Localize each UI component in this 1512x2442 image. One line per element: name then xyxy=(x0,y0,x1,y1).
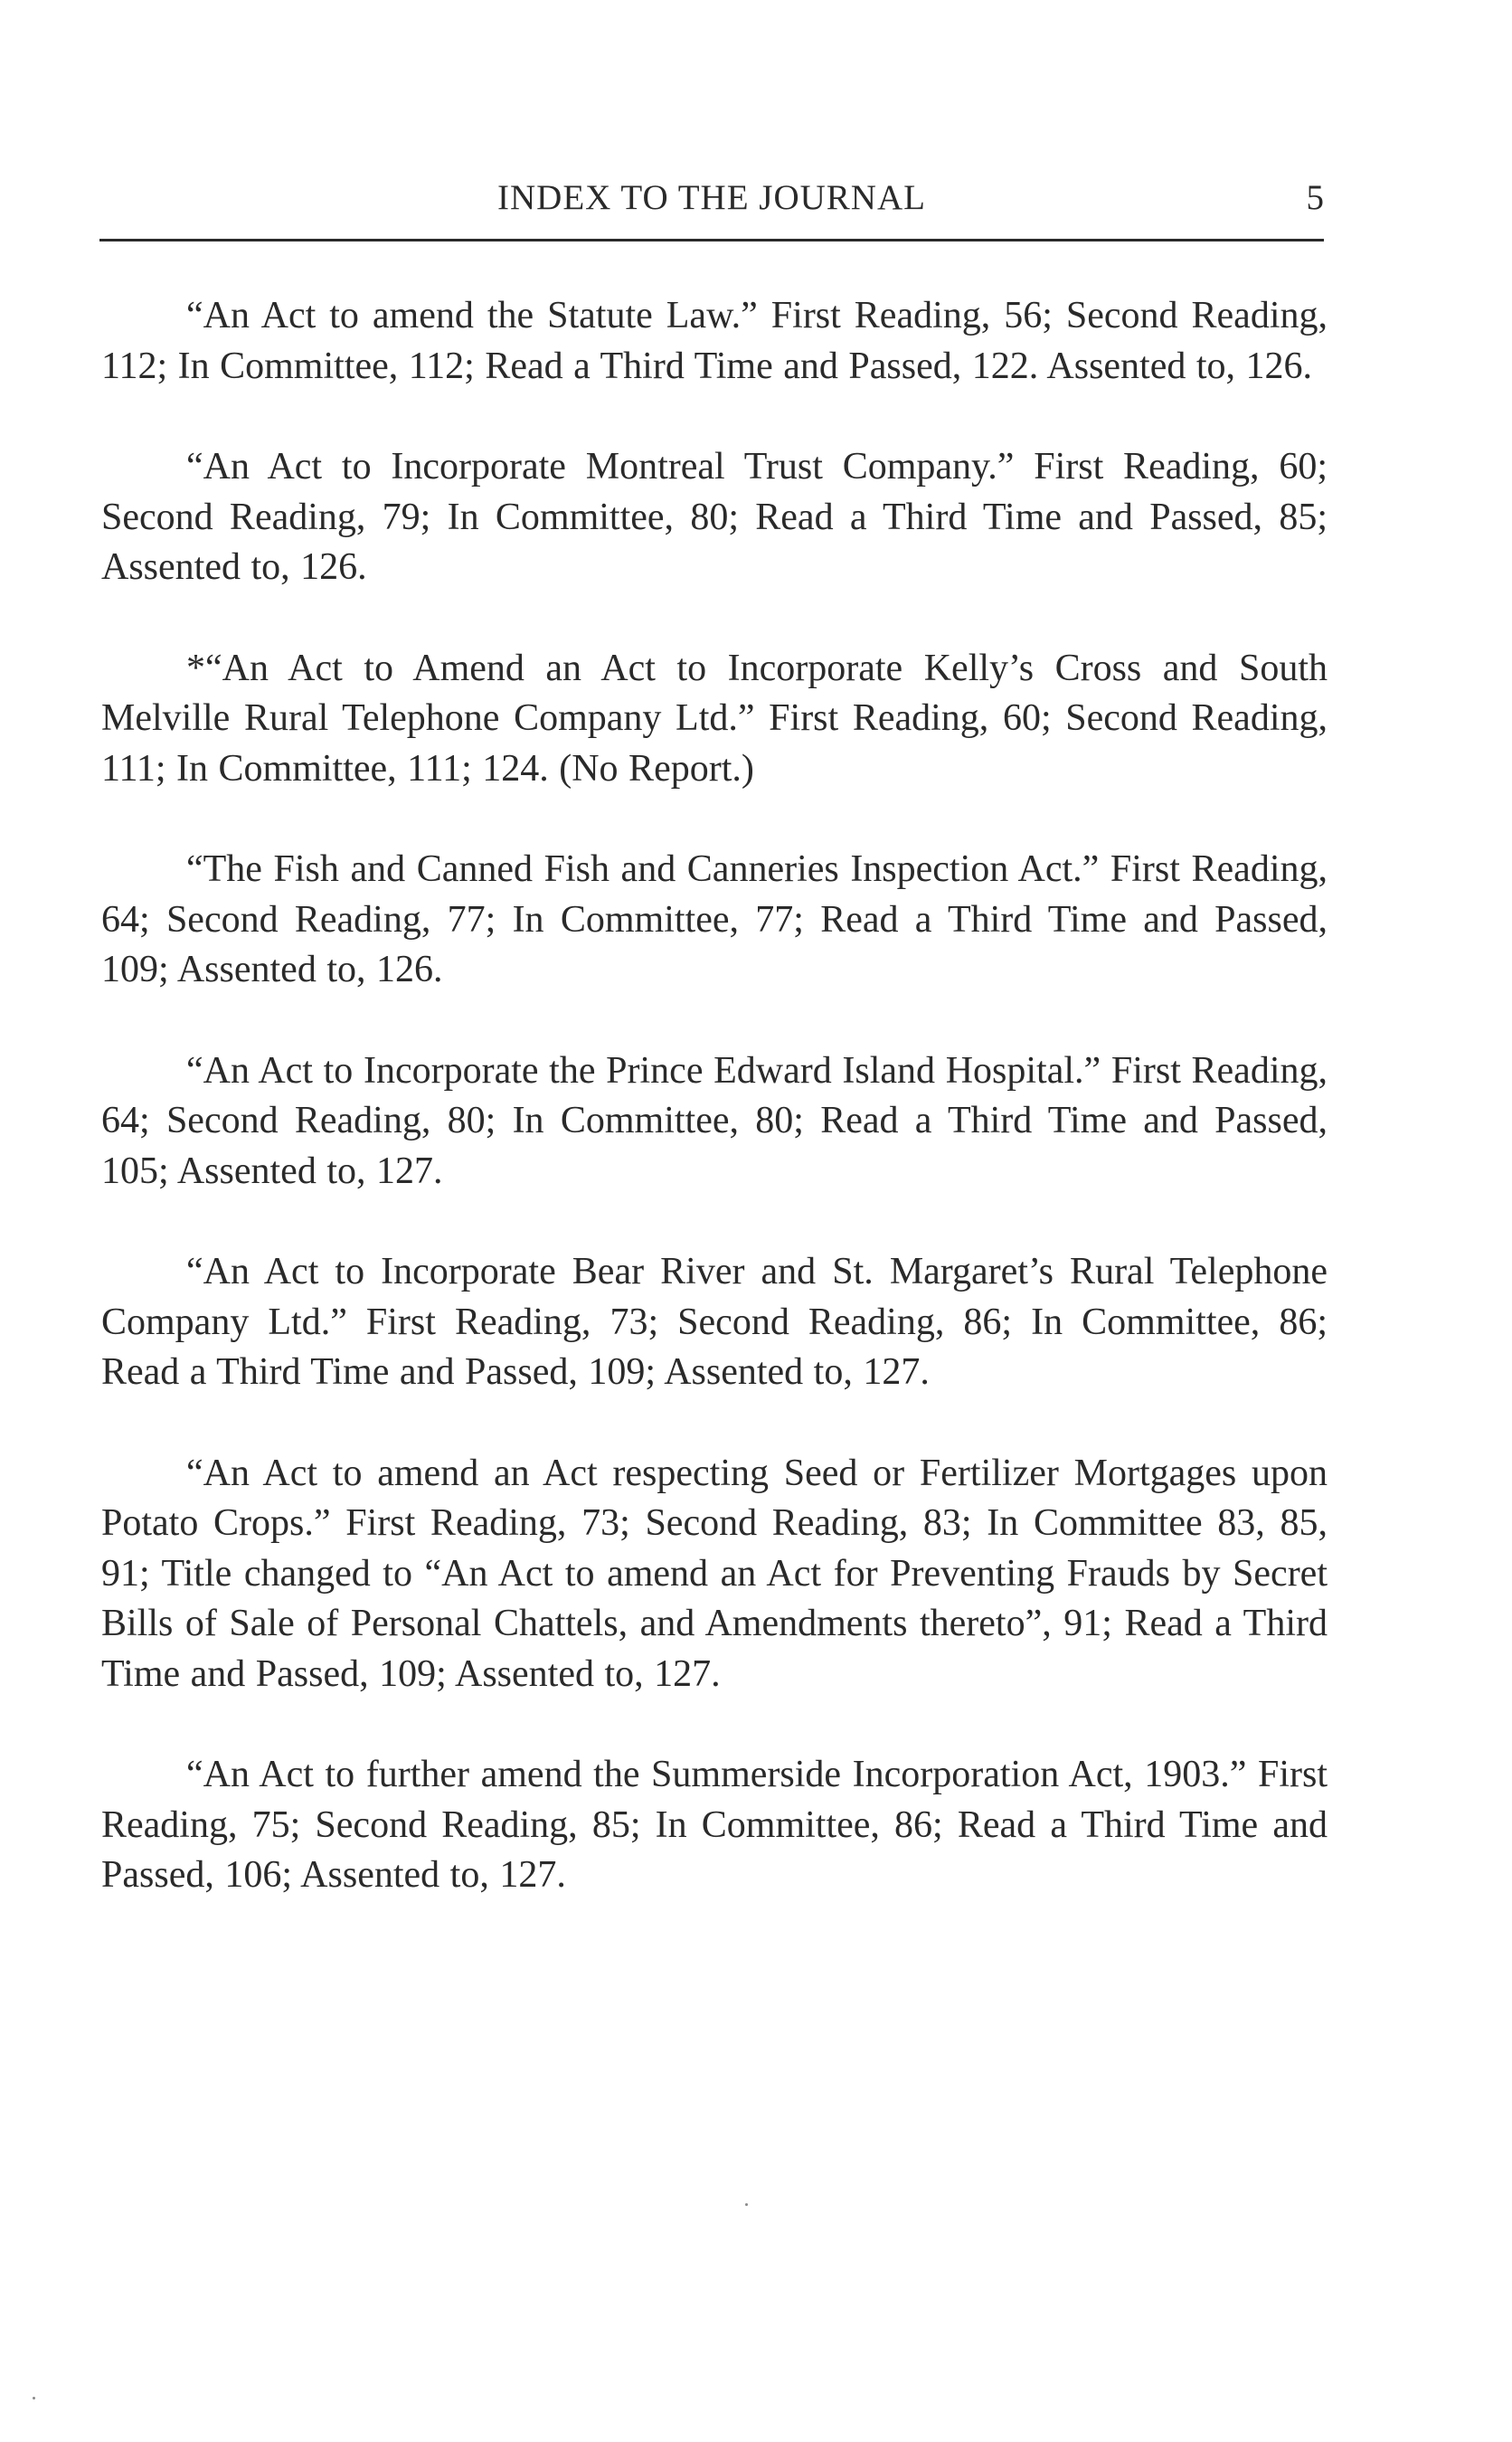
index-entry: “The Fish and Canned Fish and Canneries Inspection Act.” First Reading, 64; Second Reading, 77; In Committee, 77; Read a Third Time and Passed, 109; Assented to, 126. xyxy=(101,848,1328,990)
index-entry: “An Act to amend an Act respecting Seed or Fertilizer Mortgages upon Potato Crops.” First Reading, 73; Second Reading, 83; In Committee 83, 85, 91; Title changed to “An Act to amend an Act for Preventing Frauds by Secret Bills of Sale of Personal Chattels, and Amendments thereto”, 91; Read a Third Time and Passed, 109; Assented to, 127. xyxy=(101,1452,1328,1695)
scan-speck xyxy=(33,2397,35,2399)
index-entry: *“An Act to Amend an Act to Incorporate Kelly’s Cross and South Melville Rural Telephone Company Ltd.” First Reading, 60; Second Reading, 111; In Committee, 111; 124. (No Report.) xyxy=(101,647,1328,790)
index-entry: “An Act to Incorporate Bear River and St. Margaret’s Rural Telephone Company Ltd.” First Reading, 73; Second Reading, 86; In Committee, 86; Read a Third Time and Passed, 109; Assented to, 127. xyxy=(101,1251,1328,1393)
page-number: 5 xyxy=(1306,178,1324,217)
index-entry: “An Act to Incorporate the Prince Edward Island Hospital.” First Reading, 64; Second Reading, 80; In Committee, 80; Read a Third Time and Passed, 105; Assented to, 127. xyxy=(101,1049,1328,1192)
page-header xyxy=(99,170,1324,241)
index-entries xyxy=(101,291,1328,1952)
running-title: INDEX TO THE JOURNAL xyxy=(497,178,926,217)
scan-speck xyxy=(745,2203,748,2206)
index-entry: “An Act to amend the Statute Law.” First Reading, 56; Second Reading, 112; In Committee, 112; Read a Third Time and Passed, 122. Assented to, 126. xyxy=(101,295,1328,387)
index-entry: “An Act to Incorporate Montreal Trust Company.” First Reading, 60; Second Reading, 79; In Committee, 80; Read a Third Time and Passed, 85; Assented to, 126. xyxy=(101,446,1328,588)
index-entry: “An Act to further amend the Summerside Incorporation Act, 1903.” First Reading, 75; Second Reading, 85; In Committee, 86; Read a Third Time and Passed, 106; Assented to, 127. xyxy=(101,1754,1328,1896)
